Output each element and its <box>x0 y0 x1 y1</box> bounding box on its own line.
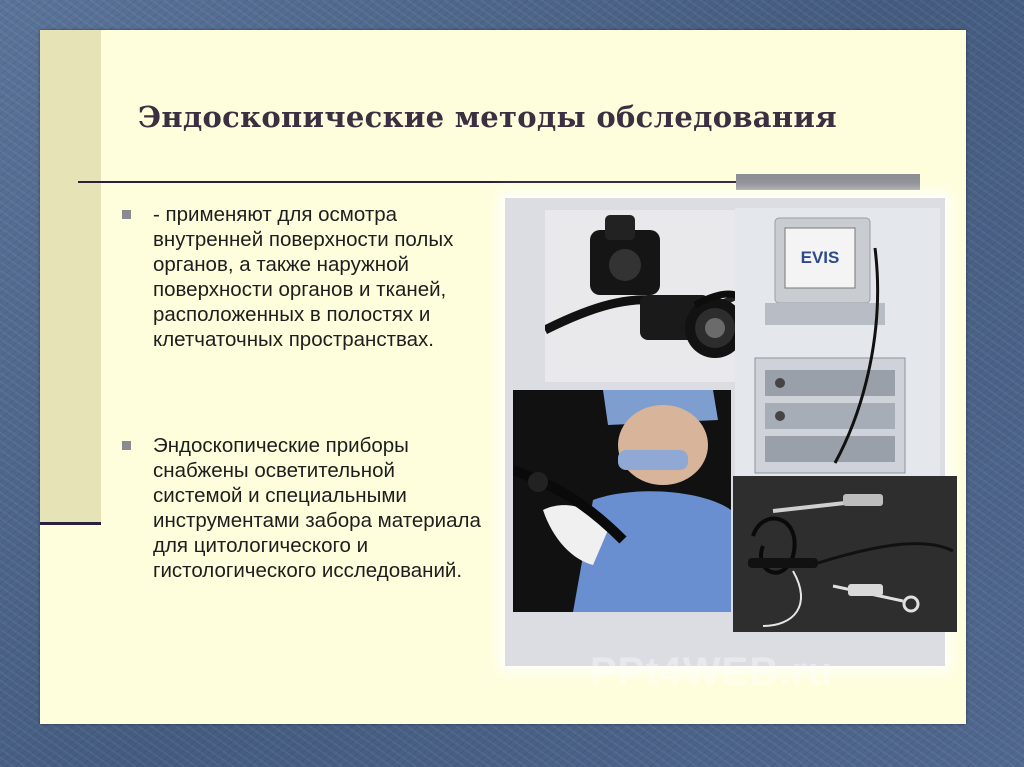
bullet-item <box>122 202 482 352</box>
left-decor-band <box>40 30 101 522</box>
monitor-brand: EVIS <box>800 248 840 267</box>
bullet-text: Эндоскопические приборы снабжены осветительной системой и специальными инструментами забора материала для цитологического и гистологического исследований. <box>153 434 481 582</box>
left-decor-line <box>40 522 101 525</box>
doctor-photo <box>513 390 731 612</box>
endoscopy-tower-photo <box>735 208 940 483</box>
bullet-square-icon <box>122 441 131 450</box>
slide <box>40 30 966 724</box>
slide-title: Эндоскопические методы обследования <box>138 100 837 134</box>
title-divider-accent <box>736 174 920 190</box>
instruments-photo <box>733 476 957 632</box>
watermark: PPt4WEB.ru <box>590 650 834 694</box>
bullet-square-icon <box>122 210 131 219</box>
bullet-item <box>122 433 482 583</box>
equipment-photo-collage <box>505 198 945 666</box>
bullet-text: - применяют для осмотра внутренней поверхности полых органов, а также наружной поверхности органов и тканей, расположенных в полостях и клетчаточных пространствах. <box>153 203 454 351</box>
